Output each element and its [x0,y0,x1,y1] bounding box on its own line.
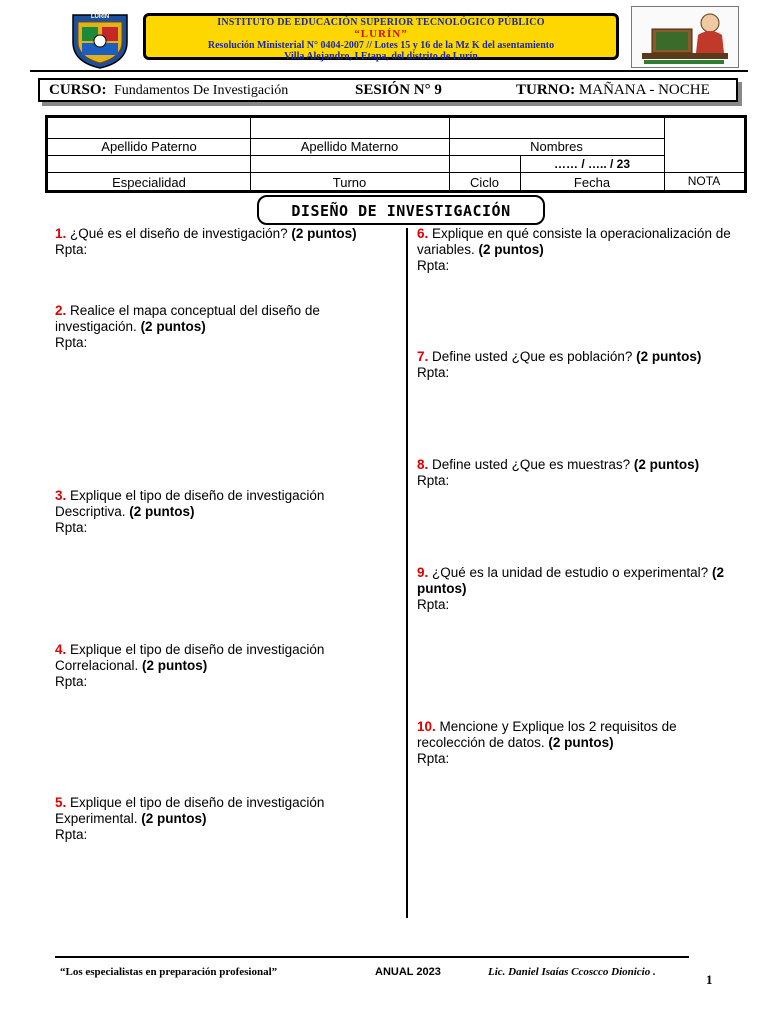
answer-label: Rpta: [417,473,450,488]
question-1: 1. ¿Qué es el diseño de investigación? (2 puntos) Rpta: [55,226,357,257]
question-2: 2. Realice el mapa conceptual del diseño de investigación. (2 puntos) Rpta: [55,303,320,350]
student-info-table [45,115,747,193]
apellido-materno-label: Apellido Materno [300,139,399,154]
institute-name: “LURÍN” [354,28,408,40]
date-field[interactable]: …… / ….. / 23 [553,157,631,171]
answer-label: Rpta: [417,751,450,766]
ciclo-label: Ciclo [470,175,499,190]
shift-value: MAÑANA - NOCHE [578,82,710,98]
answer-label: Rpta: [55,674,88,689]
answer-label: Rpta: [417,258,450,273]
footer-author: Lic. Daniel Isaías Ccoscco Dionicio . [488,966,656,978]
institute-line: INSTITUTO DE EDUCACIÓN SUPERIOR TECNOLÓGICO PÚBLICO [217,17,545,28]
question-10: 10. Mencione y Explique los 2 requisitos de recolección de datos. (2 puntos) Rpta: [417,719,677,766]
institute-banner [143,13,619,60]
question-3: 3. Explique el tipo de diseño de investigación Descriptiva. (2 puntos) Rpta: [55,488,325,535]
question-4: 4. Explique el tipo de diseño de investigación Correlacional. (2 puntos) Rpta: [55,642,325,689]
header-rule [30,70,748,72]
page-title: DISEÑO DE INVESTIGACIÓN [257,195,545,225]
turno-label: Turno [332,175,367,190]
fecha-label: Fecha [573,175,611,190]
question-6: 6. Explique en qué consiste la operacionalización de variables. (2 puntos) Rpta: [417,226,731,273]
answer-label: Rpta: [55,242,88,257]
course-label: CURSO: [49,82,107,98]
answer-label: Rpta: [417,597,450,612]
column-divider [406,228,408,918]
question-7: 7. Define usted ¿Que es población? (2 puntos) Rpta: [417,349,702,380]
footer-rule [55,956,689,958]
table-rule [48,172,744,173]
footer-year: ANUAL 2023 [375,966,441,978]
crest-text: LURÍN [90,14,110,20]
answer-label: Rpta: [55,335,88,350]
answer-label: Rpta: [55,520,88,535]
question-8: 8. Define usted ¿Que es muestras? (2 puntos) Rpta: [417,457,700,488]
table-rule [48,155,664,156]
answer-label: Rpta: [417,365,450,380]
course-value: Fundamentos De Investigación [114,83,289,98]
institute-crest [70,12,130,70]
page-number: 1 [706,972,713,987]
footer-slogan: “Los especialistas en preparación profesional” [60,966,278,978]
apellido-paterno-label: Apellido Paterno [101,139,197,154]
answer-label: Rpta: [55,827,88,842]
course-bar [38,78,738,102]
shift-label: TURNO: [516,82,576,98]
session-label: SESIÓN N° 9 [355,82,442,98]
resolution-text: Resolución Ministerial N° 0404-2007 // Lotes 15 y 16 de la Mz K del asentamiento [207,40,555,51]
question-9: 9. ¿Qué es la unidad de estudio o experimental? (2 puntos) Rpta: [417,565,724,612]
nota-label: NOTA [687,174,721,188]
nombres-label: Nombres [530,139,583,154]
especialidad-label: Especialidad [112,175,186,190]
address-text: Villa Alejandro, I Etapa, del distrito de Lurín [284,51,478,62]
reading-illustration [631,6,739,68]
question-5: 5. Explique el tipo de diseño de investigación Experimental. (2 puntos) Rpta: [55,795,325,842]
